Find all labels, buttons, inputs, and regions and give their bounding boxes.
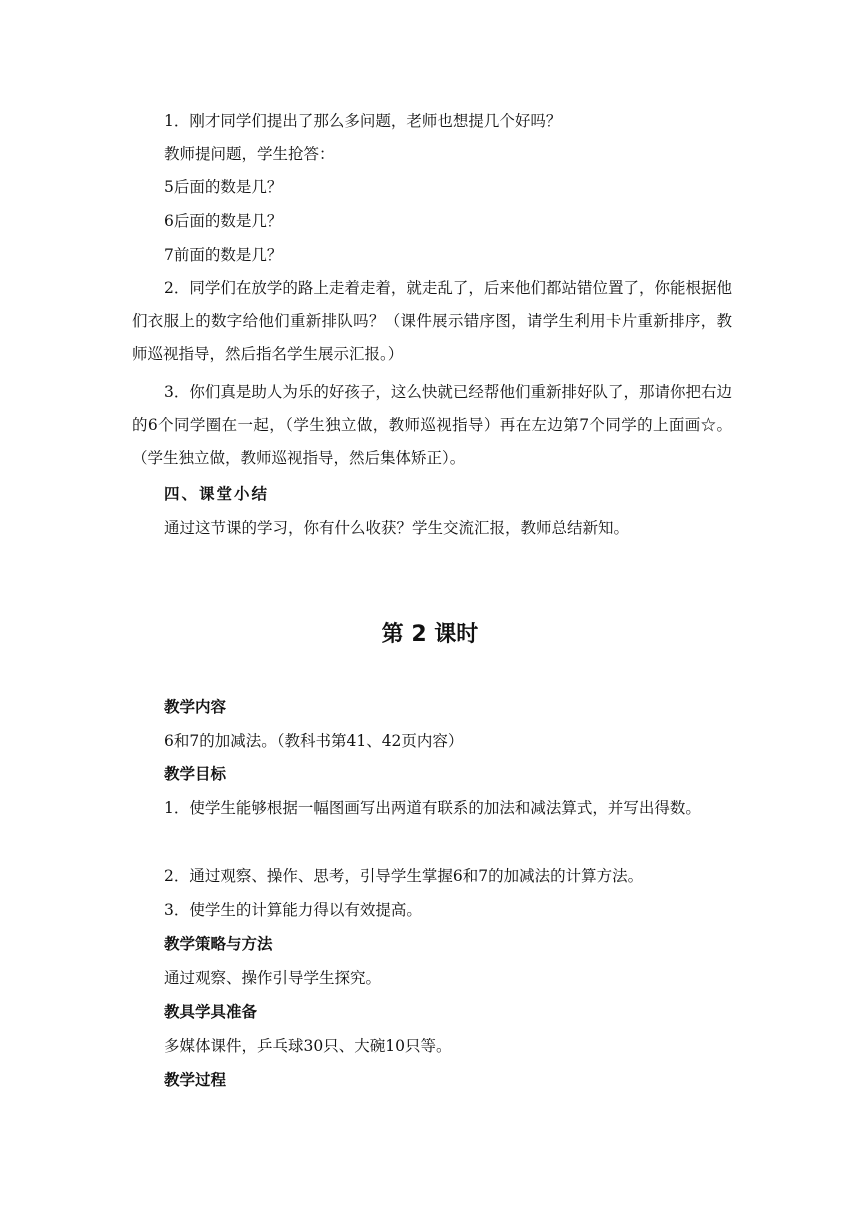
- question-1: 1．刚才同学们提出了那么多问题，老师也想提几个好吗？: [164, 112, 562, 130]
- lesson-title: 第 2 课时: [381, 622, 479, 647]
- goal-1: 1．使学生能够根据一幅图画写出两道有联系的加法和减法算式，并写出得数。: [164, 799, 701, 817]
- strategy-heading: 教学策略与方法: [164, 935, 273, 953]
- summary-heading: 四、课堂小结: [164, 485, 270, 503]
- content-text: 6和7的加减法。（教科书第41、42页内容）: [164, 732, 464, 750]
- goal-3: 3．使学生的计算能力得以有效提高。: [164, 901, 422, 919]
- content-heading: 教学内容: [164, 698, 227, 716]
- tools-heading: 教具学具准备: [164, 1003, 258, 1021]
- question-1-intro: 教师提问题，学生抢答：: [164, 145, 335, 163]
- process-heading: 教学过程: [164, 1071, 227, 1089]
- question-1-c: 7前面的数是几？: [164, 246, 283, 264]
- tools-text: 多媒体课件，乒乓球30只、大碗10只等。: [164, 1037, 452, 1055]
- goal-2: 2．通过观察、操作、思考，引导学生掌握6和7的加减法的计算方法。: [164, 867, 644, 885]
- question-1-a: 5后面的数是几？: [164, 178, 283, 196]
- question-2: 2．同学们在放学的路上走着走着，就走乱了，后来他们都站错位置了，你能根据他们衣服上的数字给他们重新排队吗？（课件展示错序图，请学生利用卡片重新排序，教师巡视指导，然后指名学生展示汇报。）: [132, 279, 732, 363]
- strategy-text: 通过观察、操作引导学生探究。: [164, 969, 382, 987]
- question-1-b: 6后面的数是几？: [164, 212, 283, 230]
- question-3: 3．你们真是助人为乐的好孩子，这么快就已经帮他们重新排好队了，那请你把右边的6个同学圈在一起，（学生独立做，教师巡视指导）再在左边第7个同学的上面画☆。（学生独立做，教师巡视指导，然后集体矫正）。: [132, 383, 732, 467]
- summary-text: 通过这节课的学习，你有什么收获？学生交流汇报，教师总结新知。: [164, 519, 630, 537]
- goals-heading: 教学目标: [164, 765, 227, 783]
